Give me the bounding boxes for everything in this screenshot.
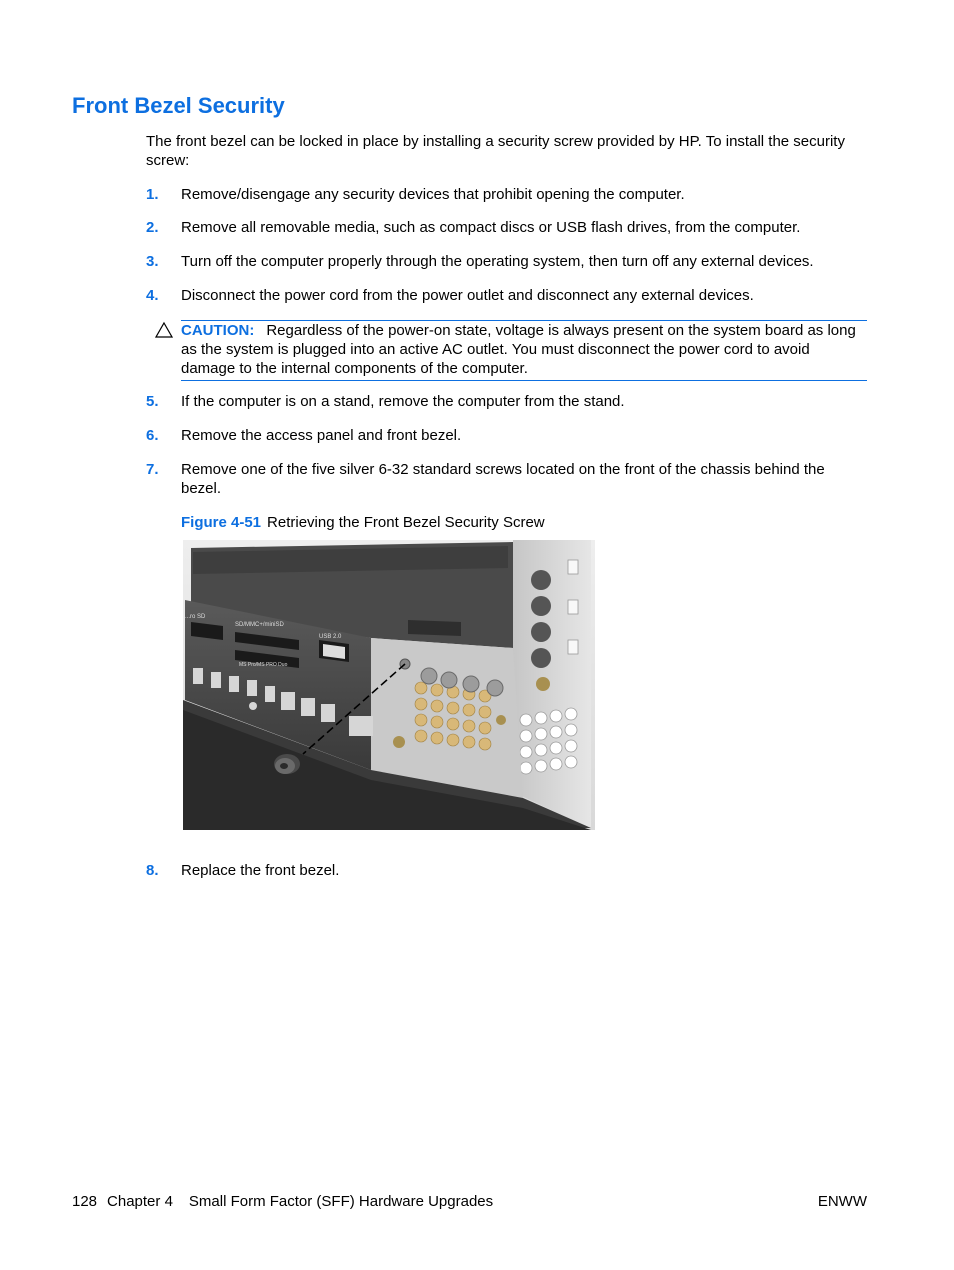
step-text: Remove one of the five silver 6-32 standard screws located on the front of the chassis behind the bezel. [181,461,825,497]
step-number: 8. [146,862,159,879]
step-text: Turn off the computer properly through the operating system, then turn off any external devices. [181,253,814,270]
caution-text: Regardless of the power-on state, voltage is always present on the system board as long as the system is plugged into an active AC outlet. You must disconnect the power cord to avoid damage to the internal components of the computer. [181,322,856,377]
caution-triangle-icon [155,321,173,339]
page-number: 128 [72,1193,98,1210]
intro-paragraph: The front bezel can be locked in place by installing a security screw provided by HP. To install the security screw: [146,133,845,169]
step-text: If the computer is on a stand, remove the computer from the stand. [181,393,625,410]
label-ms-pro: MS Pro/MS PRO Duo [239,662,288,668]
step-text: Replace the front bezel. [181,862,340,879]
step-text: Disconnect the power cord from the power outlet and disconnect any external devices. [181,287,754,304]
label-micro-sd: ...ro SD [185,614,206,620]
step-number: 7. [146,461,159,478]
step-text: Remove the access panel and front bezel. [181,427,462,444]
label-sd-mmc: SD/MMC+/miniSD [235,622,284,628]
chapter-title: Small Form Factor (SFF) Hardware Upgrades [188,1193,494,1210]
chassis-side-wall [513,540,591,828]
step-number: 3. [146,253,159,270]
brass-standoff [393,736,405,748]
caution-box [181,320,867,381]
section-heading: Front Bezel Security [72,93,285,118]
chassis-illustration [183,540,595,830]
footer-locale: ENWW [817,1193,867,1210]
step-number: 6. [146,427,159,444]
security-screw-icon [274,754,300,774]
figure-label: Figure 4-51 [181,514,262,531]
label-usb: USB 2.0 [319,634,342,640]
caution-text-block [181,321,867,378]
step-text: Remove/disengage any security devices that prohibit opening the computer. [181,186,685,203]
figure-title: Retrieving the Front Bezel Security Screw [267,514,545,531]
step-text: Remove all removable media, such as compact discs or USB flash drives, from the computer. [181,219,801,236]
caution-label: CAUTION: [181,322,255,339]
step-number: 2. [146,219,159,236]
step-number: 5. [146,393,159,410]
step-number: 1. [146,186,159,203]
footer-left [72,1192,493,1211]
chapter-label: Chapter 4 [107,1193,173,1210]
figure-caption [181,513,545,532]
step-number: 4. [146,287,159,304]
